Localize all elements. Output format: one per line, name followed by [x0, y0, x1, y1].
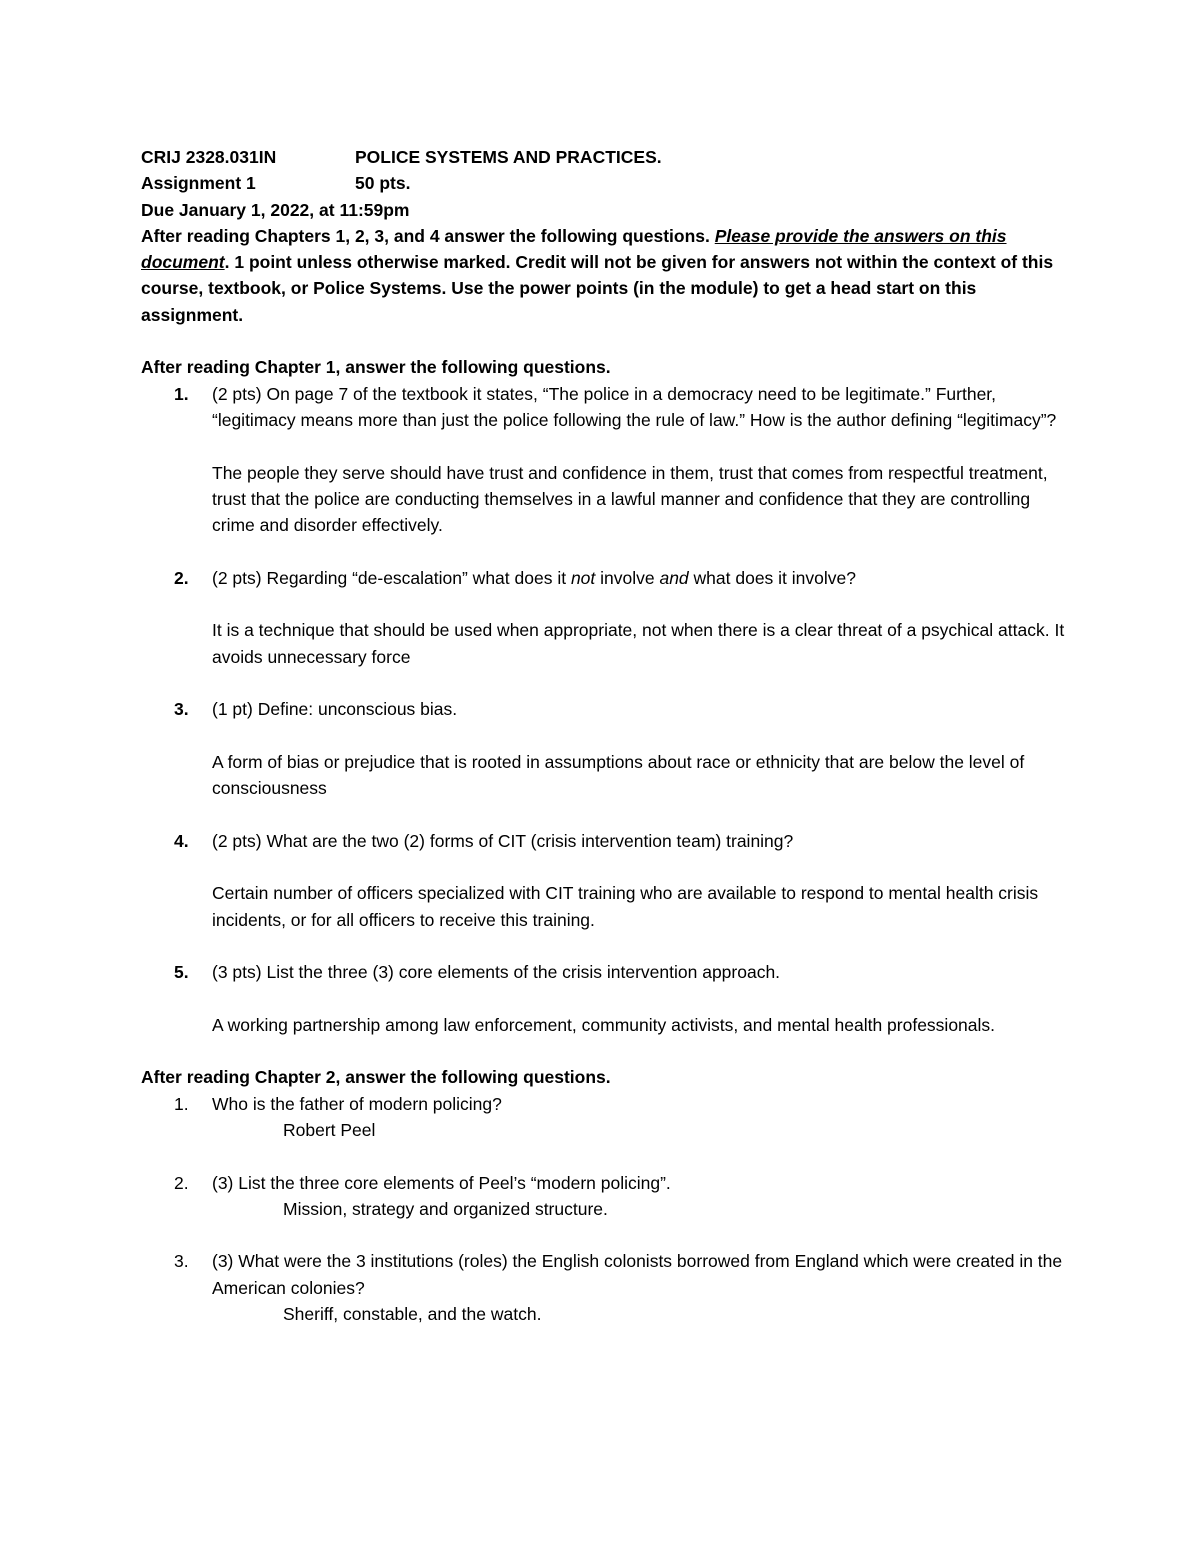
chapter2-question-2	[141, 1170, 1066, 1223]
answer-text: A working partnership among law enforcement, community activists, and mental health professionals.	[212, 1014, 996, 1035]
answer-text: Robert Peel	[283, 1119, 376, 1140]
question-text: (2 pts) What are the two (2) forms of CIT (crisis intervention team) training?	[212, 830, 794, 851]
header-assignment-row	[141, 170, 1066, 196]
chapter2-question-1	[141, 1091, 1066, 1144]
document-page	[141, 144, 1066, 1327]
due-date: Due January 1, 2022, at 11:59pm	[141, 199, 410, 220]
header-course-row	[141, 144, 1066, 170]
answer-text: Certain number of officers specialized with CIT training who are available to respond to mental health crisis incidents, or for all officers to receive this training.	[212, 883, 1039, 930]
instructions-part1: After reading Chapters 1, 2, 3, and 4 answer the following questions.	[141, 225, 715, 246]
question-number: 4.	[174, 830, 189, 851]
question-text	[212, 565, 1066, 591]
question-text: (3) What were the 3 institutions (roles) the English colonists borrowed from England which were created in the American colonies?	[212, 1251, 1063, 1298]
question-text-part: involve	[595, 567, 660, 588]
chapter1-question-5	[141, 959, 1066, 1038]
question-text: Who is the father of modern policing?	[212, 1093, 502, 1114]
question-text-part: what does it involve?	[688, 567, 856, 588]
question-number: 3.	[174, 1251, 189, 1272]
question-number: 2.	[174, 1172, 189, 1193]
question-emphasis-not: not	[570, 567, 596, 588]
course-title: POLICE SYSTEMS AND PRACTICES.	[355, 147, 662, 167]
chapter2-question-list	[141, 1091, 1066, 1328]
chapter1-question-4	[141, 828, 1066, 933]
answer-text: Mission, strategy and organized structure.	[283, 1198, 608, 1219]
assignment-points: 50 pts.	[355, 173, 411, 194]
question-text: (2 pts) On page 7 of the textbook it states, “The police in a democracy need to be legitimate.” Further, “legitimacy means more than just the police following the rule of law.” How is the author defining “legitimacy”?	[212, 383, 1057, 430]
answer-text: The people they serve should have trust and confidence in them, trust that comes from respectful treatment, trust that the police are conducting themselves in a lawful manner and confidence that they are controlling crime and disorder effectively.	[212, 462, 1048, 536]
answer-text: Sheriff, constable, and the watch.	[283, 1304, 542, 1325]
question-number: 2.	[174, 567, 189, 588]
instructions-underlined: Please provide the answers on this document	[141, 225, 1007, 273]
chapter1-question-3	[141, 696, 1066, 801]
answer-text: A form of bias or prejudice that is rooted in assumptions about race or ethnicity that are below the level of consciousness	[212, 751, 1025, 799]
instructions-paragraph	[141, 223, 1066, 328]
course-code: CRIJ 2328.031IN	[141, 147, 277, 167]
chapter1-question-1	[141, 381, 1066, 539]
chapter1-heading: After reading Chapter 1, answer the following questions.	[141, 357, 611, 378]
question-emphasis-and: and	[659, 567, 689, 588]
answer-text: It is a technique that should be used when appropriate, not when there is a clear threat of a psychical attack. It avoids unnecessary force	[212, 620, 1065, 667]
chapter2-question-3	[141, 1248, 1066, 1327]
question-text-part: (2 pts) Regarding “de-escalation” what does it	[212, 567, 571, 588]
question-number: 1.	[174, 383, 189, 404]
question-text: (1 pt) Define: unconscious bias.	[212, 699, 458, 720]
chapter1-question-2	[141, 565, 1066, 670]
question-number: 1.	[174, 1093, 189, 1114]
chapter1-question-list	[141, 381, 1066, 1038]
chapter2-heading: After reading Chapter 2, answer the following questions.	[141, 1067, 611, 1088]
question-text: (3) List the three core elements of Peel’s “modern policing”.	[212, 1172, 671, 1193]
question-number: 5.	[174, 962, 189, 983]
instructions-part2: . 1 point unless otherwise marked. Credit will not be given for answers not within the context of this course, textbook, or Police Systems. Use the power points (in the module) to get a head start on this assignment.	[141, 252, 1054, 325]
assignment-label: Assignment 1	[141, 173, 256, 194]
question-text: (3 pts) List the three (3) core elements of the crisis intervention approach.	[212, 962, 781, 983]
question-number: 3.	[174, 699, 189, 720]
